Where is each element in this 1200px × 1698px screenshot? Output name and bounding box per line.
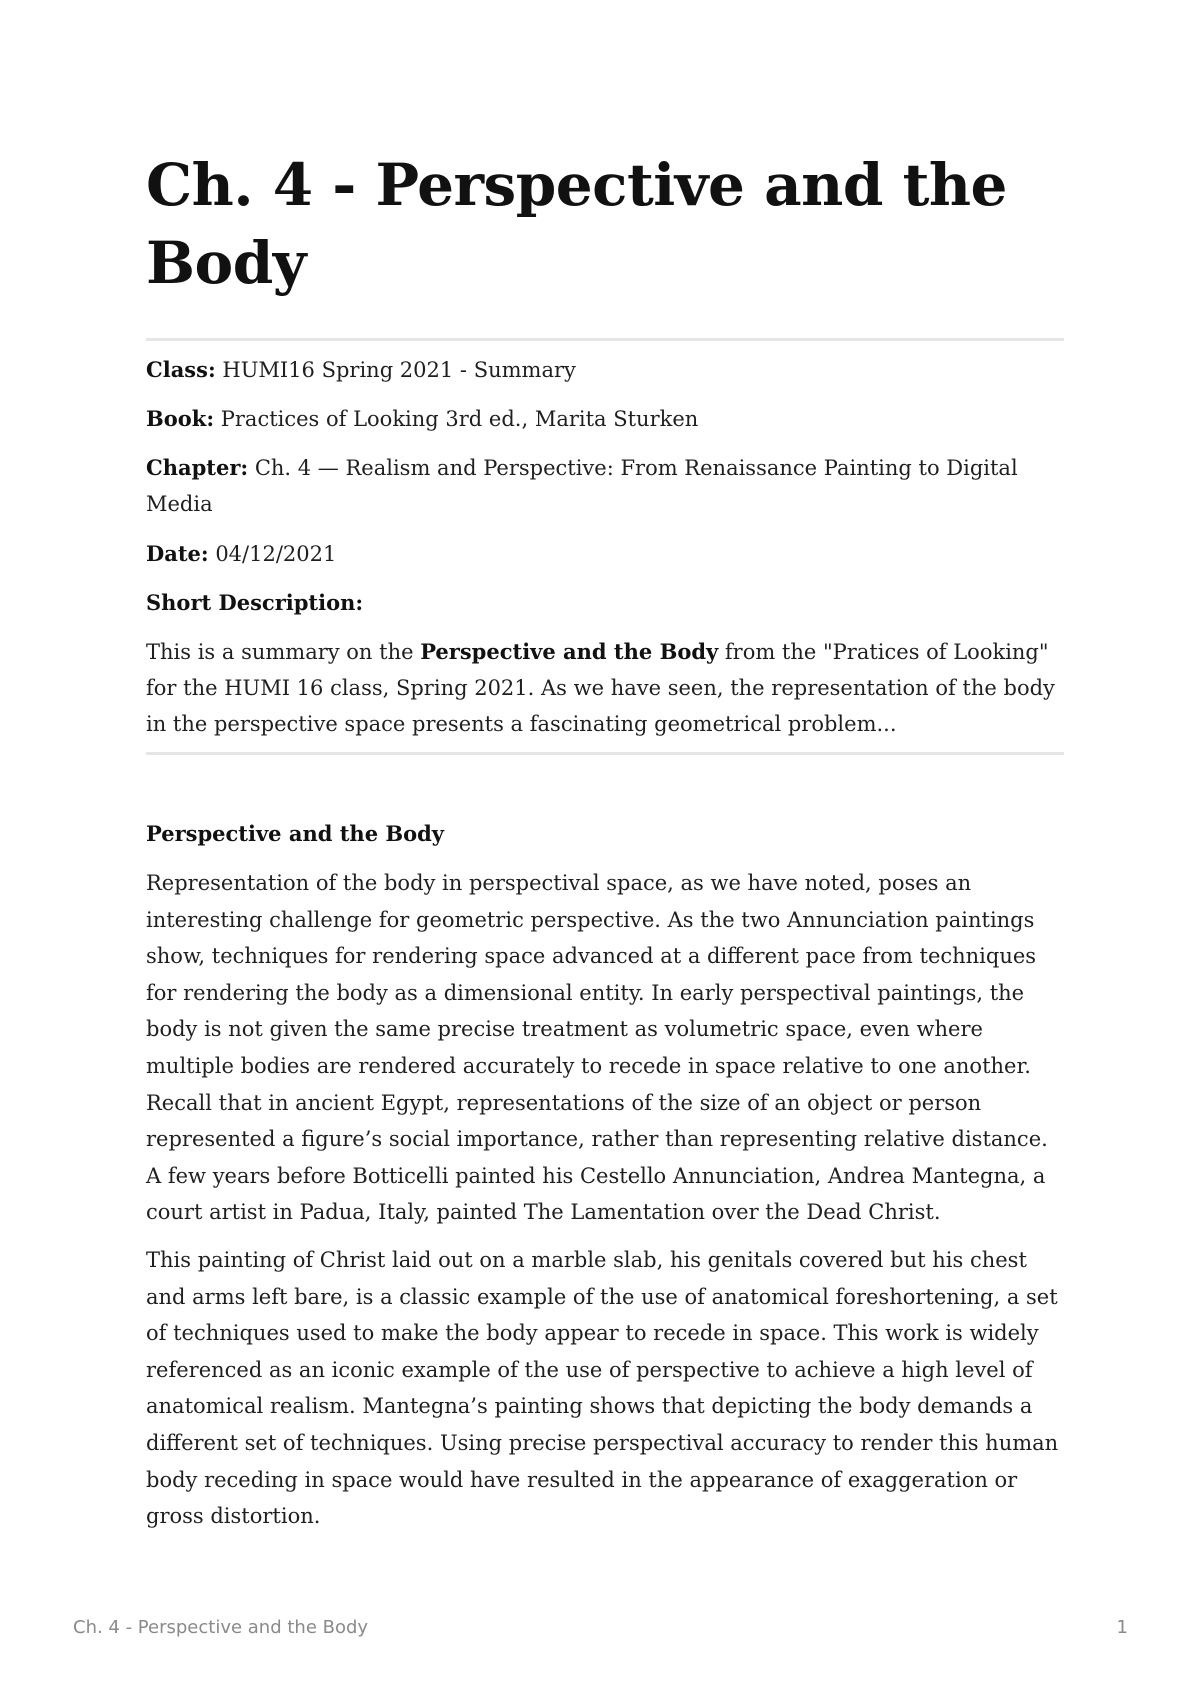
desc-before: This is a summary on the (146, 640, 421, 664)
body-paragraph-1: Representation of the body in perspectival space, as we have noted, poses an interesting challenge for geometric perspective. As the two Annunciation paintings show, techniques for rendering space advanced at a different pace from techniques for rendering the body as a dimensional entity. In early perspectival paintings, the body is not given the same precise treatment as volumetric space, even where multiple bodies are rendered accurately to recede in space relative to one another. Recall that in ancient Egypt, representations of the size of an object or person represented a figure’s social importance, rather than representing relative distance. A few years before Botticelli painted his Cestello Annunciation, Andrea Mantegna, a court artist in Padua, Italy, painted The Lamentation over the Dead Christ. (146, 871, 1048, 1225)
desc-after: from the "Pratices of Looking" for the HUMI 16 class, Spring 2021. As we have seen, the representation of the body in the perspective space presents a fascinating geometrical problem... (146, 640, 1055, 736)
meta-book-label: Book: (146, 406, 215, 431)
meta-divider (146, 752, 1064, 755)
desc-bold: Perspective and the Body (420, 639, 719, 664)
meta-date-value: 04/12/2021 (208, 542, 337, 566)
meta-class-value: HUMI16 Spring 2021 - Summary (215, 358, 576, 382)
meta-short-label: Short Description: (146, 590, 364, 615)
meta-chapter-value: Ch. 4 — Realism and Perspective: From Renaissance Painting to Digital Media (146, 456, 1018, 516)
footer-title: Ch. 4 - Perspective and the Body (73, 1617, 369, 1638)
meta-book-value: Practices of Looking 3rd ed., Marita Sturken (214, 407, 699, 431)
meta-class-label: Class: (146, 357, 216, 382)
meta-short-description (146, 585, 1064, 621)
page-title: Ch. 4 - Perspective and the Body (146, 151, 1007, 297)
meta-date (146, 536, 1064, 572)
meta-chapter-label: Chapter: (146, 455, 249, 480)
meta-chapter (146, 450, 1064, 522)
body-paragraph-2: This painting of Christ laid out on a marble slab, his genitals covered but his chest and arms left bare, is a classic example of the use of anatomical foreshortening, a set of techniques used to make the body appear to recede in space. This work is widely referenced as an iconic example of the use of perspective to achieve a high level of anatomical realism. Mantegna’s painting shows that depicting the body demands a different set of techniques. Using precise perspectival accuracy to render this human body receding in space would have resulted in the appearance of exaggeration or gross distortion. (146, 1248, 1059, 1529)
meta-date-label: Date: (146, 541, 209, 566)
footer-page-number: 1 (1116, 1617, 1128, 1638)
title-divider (146, 338, 1064, 341)
meta-class (146, 352, 1064, 388)
section-heading: Perspective and the Body (146, 821, 445, 846)
meta-book (146, 401, 1064, 437)
short-description-text (146, 634, 1064, 742)
